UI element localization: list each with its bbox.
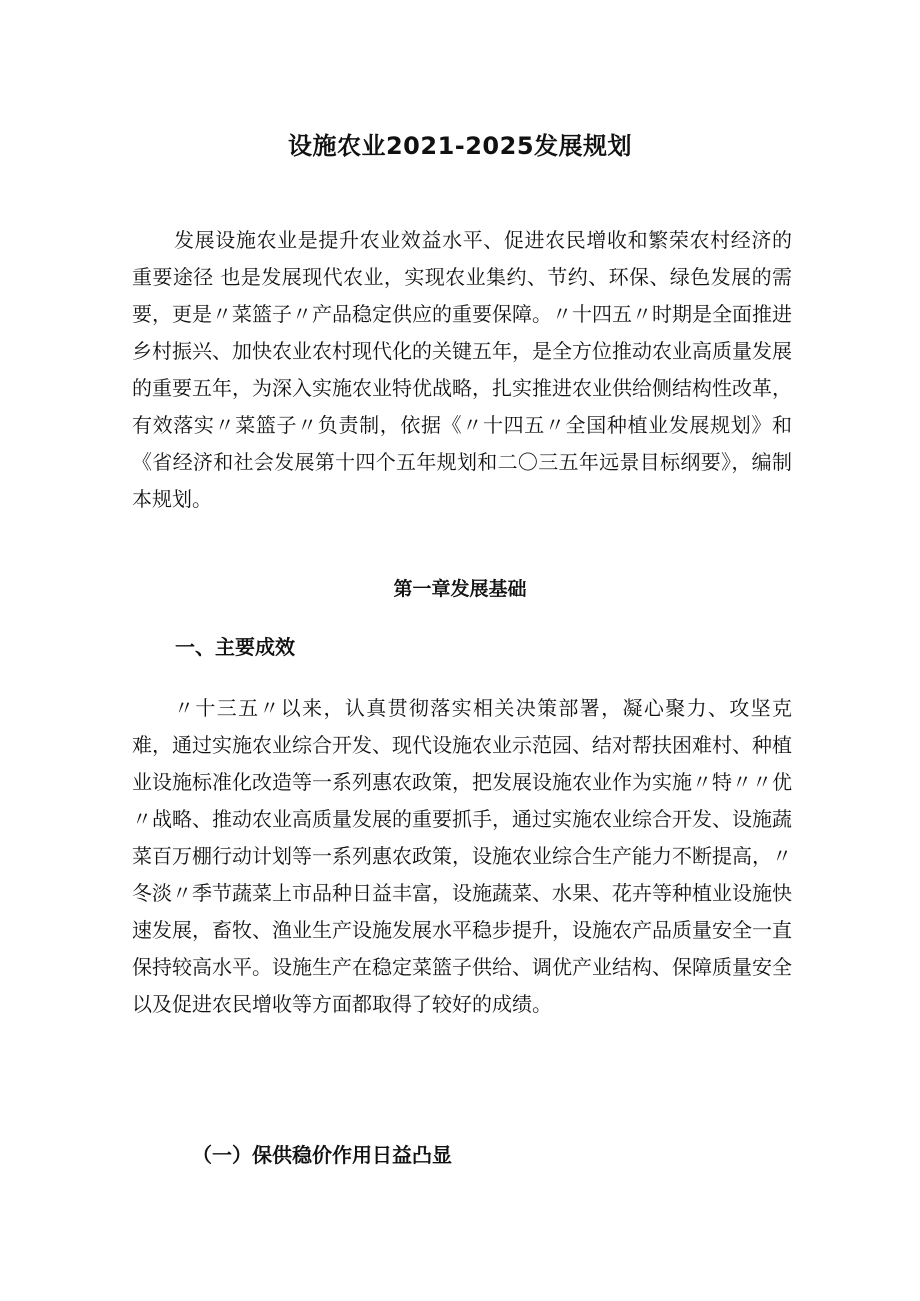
chapter-heading: 第一章发展基础: [393, 578, 527, 600]
subsection-heading: （一）保供稳价作用日益凸显: [192, 1143, 452, 1167]
section-paragraph: 〃十三五〃以来，认真贯彻落实相关决策部署，凝心聚力、攻坚克难，通过实施农业综合开发、现代设施农业示范园、结对帮扶困难村、种植业设施标准化改造等一系列惠农政策，把发展设施农业作为实施〃特〃〃优〃战略、推动农业高质量发展的重要抓手，通过实施农业综合开发、设施蔬菜百万棚行动计划等一系列惠农政策，设施农业综合生产能力不断提高，〃冬淡〃季节蔬菜上市品种日益丰富，设施蔬菜、水果、花卉等种植业设施快速发展，畜牧、渔业生产设施发展水平稳步提升，设施农产品质量安全一直保持较高水平。设施生产在稳定菜篮子供给、调优产业结构、保障质量安全以及促进农民增收等方面都取得了较好的成绩。: [132, 696, 792, 1016]
document-title: 设施农业2021-2025发展规划: [287, 132, 633, 160]
section-heading: 一、主要成效: [175, 635, 295, 659]
intro-paragraph: 发展设施农业是提升农业效益水平、促进农民增收和繁荣农村经济的重要途径 也是发展现代农业，实现农业集约、节约、环保、绿色发展的需要，更是〃菜篮子〃产品稳定供应的重要保障。〃十四五〃时期是全面推进乡村振兴、加快农业农村现代化的关键五年，是全方位推动农业高质量发展的重要五年，为深入实施农业特优战略，扎实推进农业供给侧结构性改革，有效落实〃菜篮子〃负责制，依据《〃十四五〃全国种植业发展规划》和《省经济和社会发展第十四个五年规划和二〇三五年远景目标纲要》，编制本规划。: [132, 228, 792, 511]
